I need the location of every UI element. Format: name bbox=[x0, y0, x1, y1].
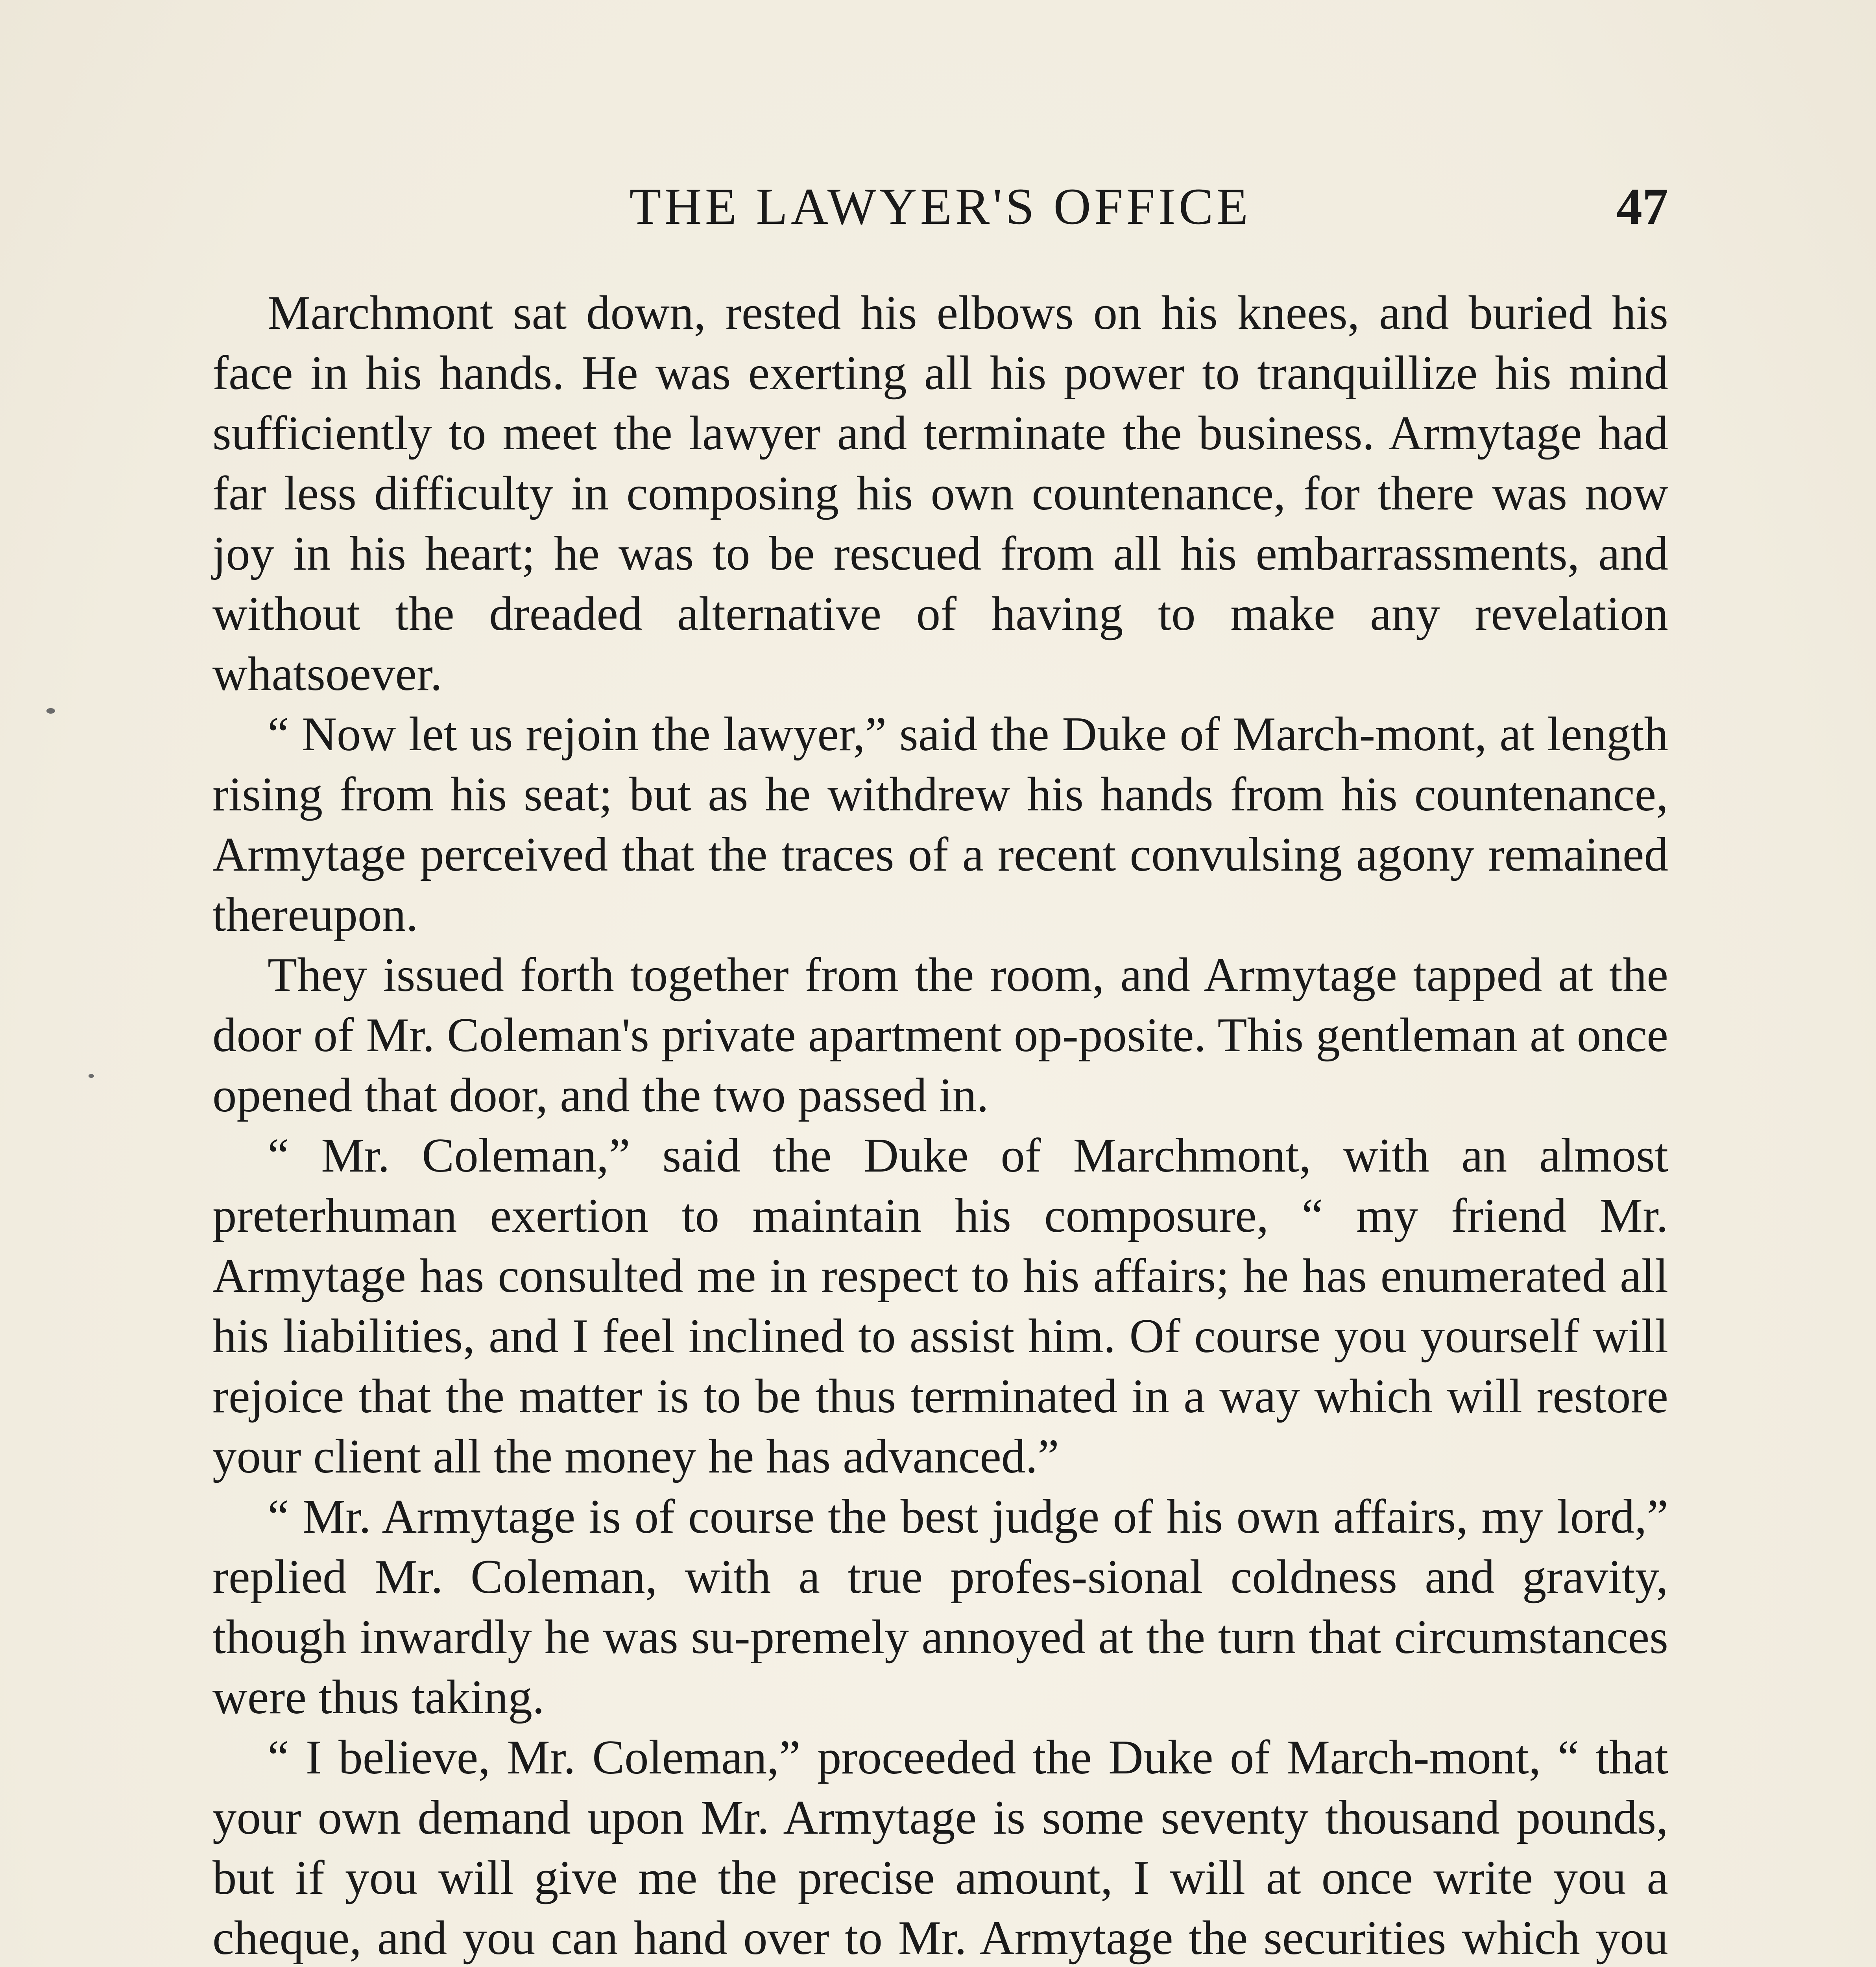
running-title: THE LAWYER'S OFFICE bbox=[629, 177, 1252, 235]
paper-speck bbox=[46, 708, 55, 714]
paragraph: “ Now let us rejoin the lawyer,” said the Duke of March-mont, at length rising from his seat; but as he withdrew his hands from his countenance, Armytage perceived that the traces of a recent convulsing agony remained thereupon. bbox=[212, 707, 1668, 941]
page-number: 47 bbox=[1616, 177, 1668, 235]
running-head bbox=[212, 173, 1668, 240]
body-text bbox=[212, 282, 1668, 1967]
paragraph: They issued forth together from the room, and Armytage tapped at the door of Mr. Coleman's private apartment op-posite. This gentleman at once opened that door, and the two passed in. bbox=[212, 948, 1668, 1122]
paragraph: Marchmont sat down, rested his elbows on his knees, and buried his face in his hands. He was exerting all his power to tranquillize his mind sufficiently to meet the lawyer and terminate the business. Armytage had far less difficulty in composing his own countenance, for there was now joy in his heart; he was to be rescued from all his embarrassments, and without the dreaded alternative of having to make any revelation whatsoever. bbox=[212, 286, 1668, 701]
paragraph: “ Mr. Armytage is of course the best judge of his own affairs, my lord,” replied Mr. Coleman, with a true profes-sional coldness and gravity, though inwardly he was su-premely annoyed at the turn that circumstances were thus taking. bbox=[212, 1489, 1668, 1724]
paragraph: “ I believe, Mr. Coleman,” proceeded the Duke of March-mont, “ that your own demand upon Mr. Armytage is some seventy thousand pounds, but if you will give me the precise amount, I will at once write you a cheque, and you can hand over to Mr. Armytage the securities which you bbox=[212, 1730, 1668, 1965]
paragraph: “ Mr. Coleman,” said the Duke of Marchmont, with an almost preterhuman exertion to maintain his composure, “ my friend Mr. Armytage has consulted me in respect to his affairs; he has enumerated all his liabilities, and I feel inclined to assist him. Of course you yourself will rejoice that the matter is to be thus terminated in a way which will restore your client all the money he has advanced.” bbox=[212, 1128, 1668, 1483]
paper-speck bbox=[89, 1074, 94, 1078]
